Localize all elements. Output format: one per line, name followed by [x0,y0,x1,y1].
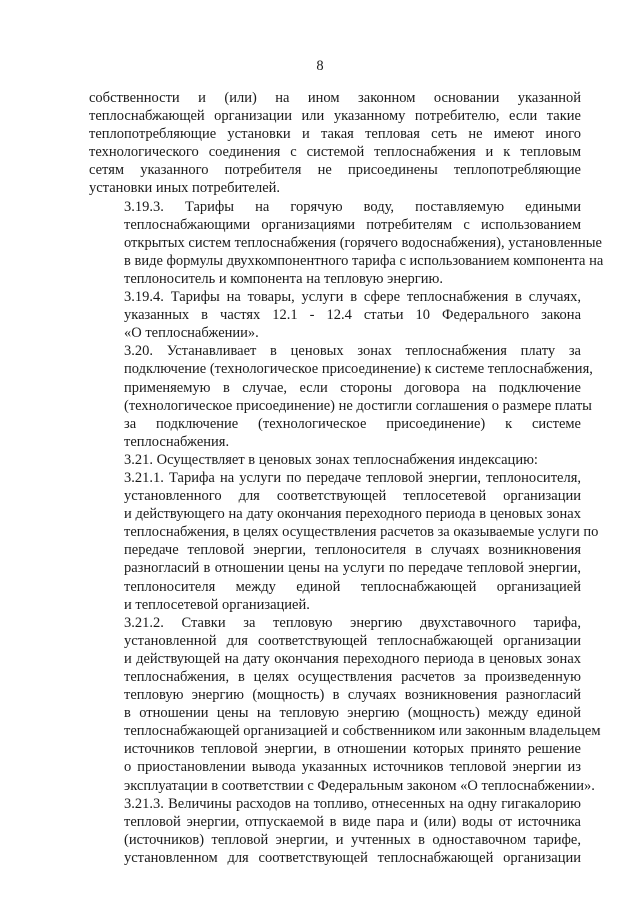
text-line: 3.19.4. Тарифы на товары, услуги в сфере теплоснабжения в случаях, [124,289,581,306]
text-line: теплоснабжающими организациями потребителям с использованием [124,216,581,233]
text-line: теплоносителя между единой теплоснабжающей организацией [124,578,581,595]
text-line: в виде формулы двухкомпонентного тарифа с использованием компонента на [124,252,604,269]
paragraph-3-21-2 [89,614,601,795]
text-line: и действующей на дату окончания переходного периода в ценовых зонах [124,650,581,667]
text-line: 3.20. Устанавливает в ценовых зонах теплоснабжения плату за [124,343,581,360]
text-line: теплоснабжения, в целях осуществления расчетов за оказываемые услуги по [124,524,599,541]
text-line: эксплуатации в соответствии с Федеральным законом «О теплоснабжении». [124,777,595,794]
paragraph-3-21-1 [89,469,599,614]
text-line: и теплосетевой организацией. [124,596,310,613]
text-line: передаче тепловой энергии, теплоносителя в случаях возникновения [124,542,581,559]
text-line: подключение (технологическое присоединение) к системе теплоснабжения, [124,361,593,378]
text-line: установленного для соответствующей теплосетевой организации [124,488,581,505]
text-line: установленной для соответствующей теплоснабжающей организации [124,632,581,649]
text-line: теплоснабжения, в целях осуществления расчетов за произведенную [124,669,581,685]
text-line: 3.21.1. Тарифа на услуги по передаче тепловой энергии, теплоносителя, [124,469,581,486]
text-line: разногласий в отношении цены на услуги по передаче тепловой энергии, [124,560,581,577]
paragraph-3-20 [89,342,593,451]
text-line: 3.21.2. Ставки за тепловую энергию двухставочного тарифа, [124,614,581,631]
text-line: источников тепловой энергии, в отношении которых принято решение [124,741,581,758]
text-line: (источников) тепловой энергии, и учтенных в одноставочном тарифе, [124,831,581,848]
paragraph-3-19-4 [89,288,581,342]
text-line: теплопотребляющие установки и такая тепловая сеть не имеют иного [89,126,581,143]
text-line: технологического соединения с системой теплоснабжения и к тепловым [89,144,581,161]
text-line: (технологическое присоединение) не достигли соглашения о размере платы [124,397,592,414]
text-line: открытых систем теплоснабжения (горячего водоснабжения), установленные [124,234,602,251]
text-line: тепловой энергии, отпускаемой в виде пара и (или) воды от источника [124,813,581,830]
text-line: собственности и (или) на ином законном основании указанной [89,90,581,106]
text-line: 3.19.3. Тарифы на горячую воду, поставляемую едиными [124,198,581,215]
text-line: 3.21.3. Величины расходов на топливо, отнесенных на одну гигакалорию [124,795,581,812]
text-line: теплоснабжения. [124,433,230,450]
text-line: за подключение (технологическое присоединение) к системе [124,415,581,432]
text-line: теплоноситель и компонента на тепловую энергию. [124,270,443,287]
text-line: указанных в частях 12.1 - 12.4 статьи 10 Федерального закона [124,307,581,324]
text-line: 3.21. Осуществляет в ценовых зонах теплоснабжения индексацию: [124,451,538,468]
text-line: тепловую энергию (мощность) в случаях возникновения разногласий [124,687,581,704]
text-line: применяемую в случае, если стороны договора на подключение [124,379,581,396]
text-line: установленном для соответствующей теплоснабжающей организации [124,849,581,866]
paragraph-3-21-3 [89,795,581,867]
text-line: и действующего на дату окончания переходного периода в ценовых зонах [124,506,581,523]
document-body [89,89,604,867]
text-line: теплоснабжающей организации или указанному потребителю, если такие [89,108,581,125]
text-line: «О теплоснабжении». [124,325,259,342]
text-line: сетям указанного потребителя не присоединены теплопотребляющие [89,162,581,179]
paragraph-3-19-3 [89,198,604,288]
text-line: в отношении цены на тепловую энергию (мощность) между единой [124,705,581,722]
text-line: о приостановлении вывода указанных источников тепловой энергии из [124,759,581,776]
page-number: 8 [316,58,324,74]
text-line: установки иных потребителей. [89,180,281,197]
paragraph-3-21 [89,451,581,469]
paragraph-ownership-continuation [89,89,581,198]
text-line: теплоснабжающей организацией и собственником или законным владельцем [124,723,601,740]
